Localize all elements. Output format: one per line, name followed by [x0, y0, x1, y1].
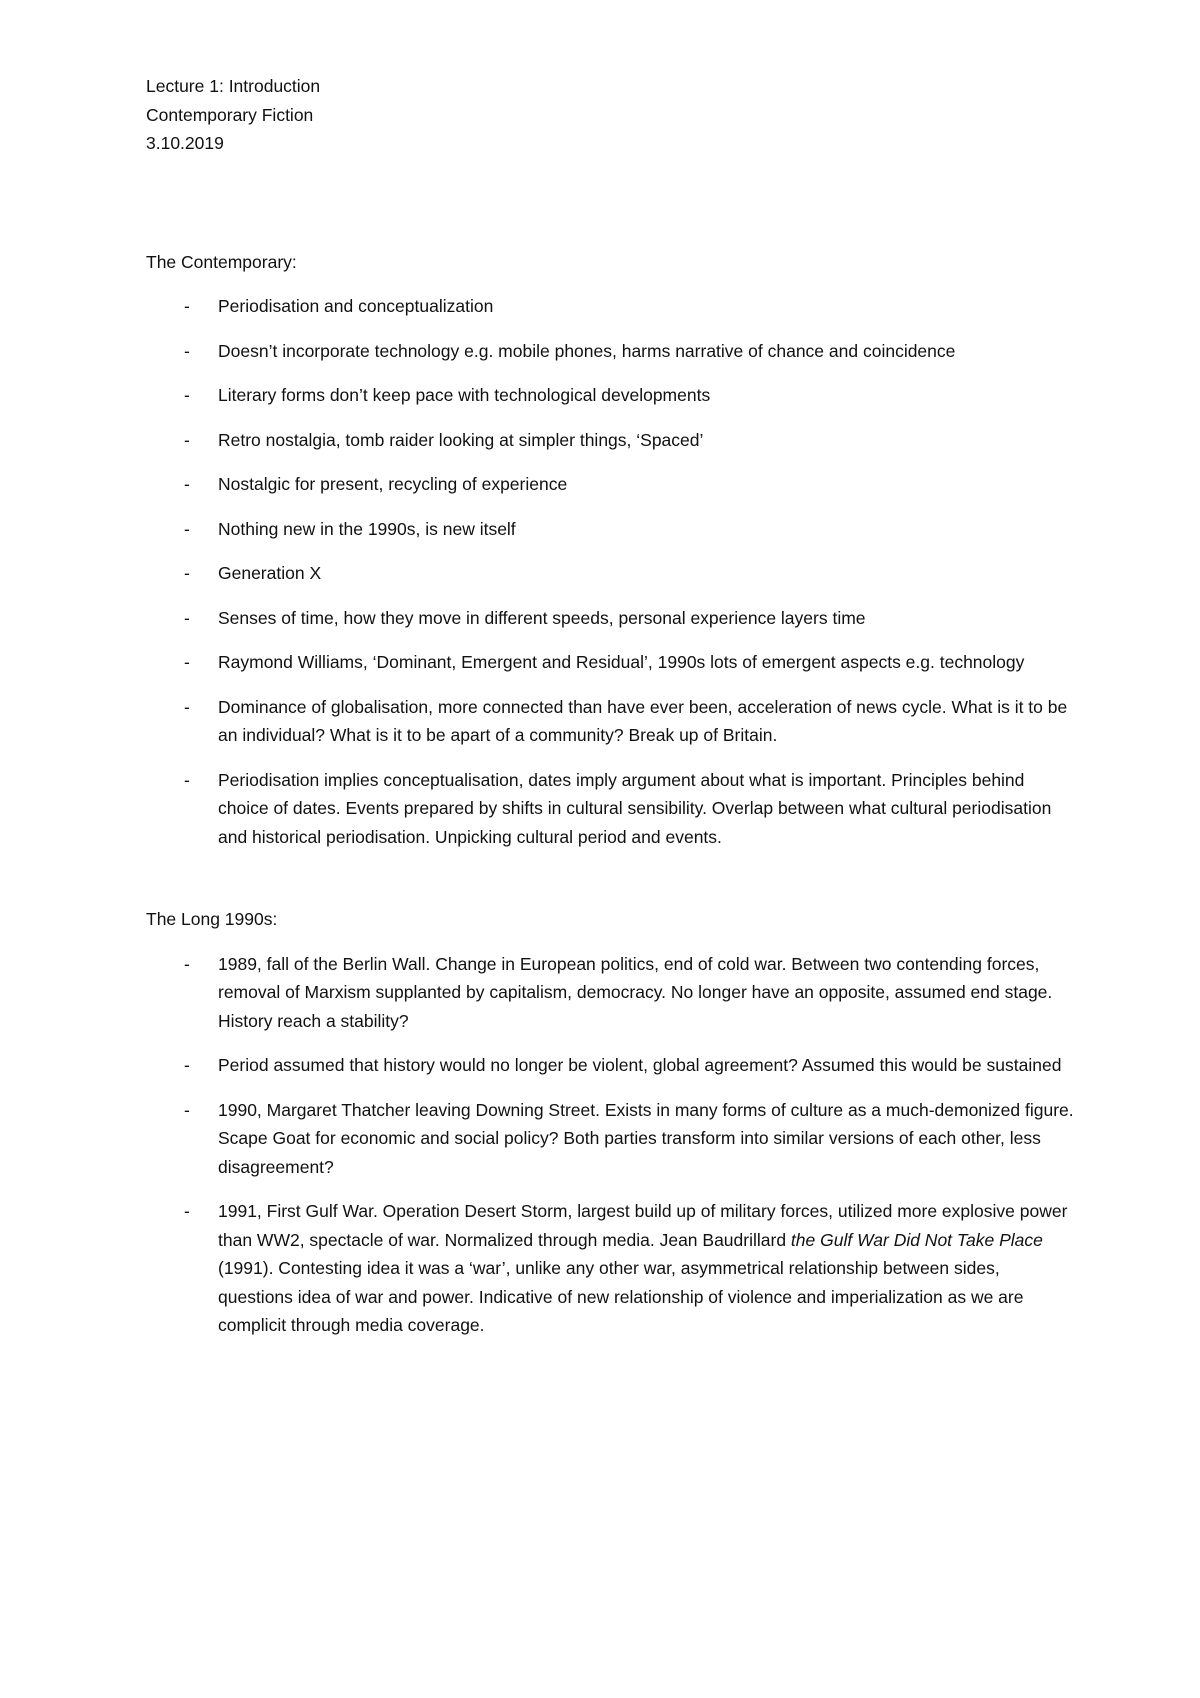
list-item-text: 1989, fall of the Berlin Wall. Change in European politics, end of cold war. Between two contending forces, removal of Marxism supplanted by capitalism, democracy. No longer have an opposite, assumed end stage. History reach a stability? [218, 953, 1053, 1031]
list-item [146, 1197, 1076, 1340]
list-item-text: Periodisation implies conceptualisation, dates imply argument about what is important. Principles behind choice of dates. Events prepared by shifts in cultural sensibility. Overlap between what cultural periodisation and historical periodisation. Unpicking cultural period and events. [218, 769, 1052, 847]
book-title: the Gulf War Did Not Take Place [790, 1229, 1043, 1250]
bullet-dash: - [184, 518, 190, 539]
section-heading: The Contemporary: [146, 251, 297, 272]
bullet-dash: - [184, 296, 190, 316]
bullet-list [146, 292, 1076, 851]
section-long-1990s [146, 905, 1076, 1340]
list-item [146, 1096, 1076, 1182]
section-heading: The Long 1990s: [146, 909, 278, 929]
list-item [146, 426, 1076, 455]
list-item [146, 470, 1076, 499]
bullet-dash: - [184, 696, 190, 717]
bullet-list [146, 950, 1076, 1340]
bullet-dash: - [184, 953, 190, 974]
bullet-dash: - [184, 1201, 190, 1221]
document-header [146, 72, 1076, 158]
bullet-dash: - [184, 429, 190, 450]
list-item-text: Nothing new in the 1990s, is new itself [218, 518, 516, 539]
course-name: Contemporary Fiction [146, 104, 314, 125]
bullet-dash: - [184, 385, 190, 405]
list-item-text: 1990, Margaret Thatcher leaving Downing Street. Exists in many forms of culture as a much-demonized figure. Scape Goat for economic and social policy? Both parties transform into similar versions of each other, less disagreement? [218, 1099, 1074, 1177]
list-item-text: Literary forms don’t keep pace with technological developments [218, 385, 711, 405]
bullet-dash: - [184, 1055, 190, 1075]
list-item [146, 950, 1076, 1036]
list-item [146, 693, 1076, 750]
list-item-text: Dominance of globalisation, more connected than have ever been, acceleration of news cycle. What is it to be an individual? What is it to be apart of a community? Break up of Britain. [218, 696, 1068, 745]
document-body [146, 72, 1076, 1356]
bullet-dash: - [184, 769, 190, 790]
list-item-text: Senses of time, how they move in different speeds, personal experience layers time [218, 607, 866, 628]
list-item [146, 766, 1076, 852]
list-item-text: Retro nostalgia, tomb raider looking at simpler things, ‘Spaced’ [218, 429, 704, 450]
list-item-text: Nostalgic for present, recycling of experience [218, 474, 568, 494]
list-item [146, 381, 1076, 410]
bullet-dash: - [184, 563, 190, 583]
list-item [146, 648, 1076, 677]
list-item-text-part: (1991). Contesting idea it was a ‘war’, unlike any other war, asymmetrical relationship between sides, questions idea of war and power. Indicative of new relationship of violence and imperialization as we are complicit through media coverage. [218, 1258, 1024, 1335]
list-item-text: Doesn’t incorporate technology e.g. mobile phones, harms narrative of chance and coincidence [218, 340, 956, 361]
list-item-text: Periodisation and conceptualization [218, 296, 494, 316]
list-item [146, 604, 1076, 633]
bullet-dash: - [184, 607, 190, 628]
list-item-text: Raymond Williams, ‘Dominant, Emergent and Residual’, 1990s lots of emergent aspects e.g. technology [218, 652, 1025, 672]
bullet-dash: - [184, 474, 190, 494]
list-item-text-part: 1991, First Gulf War. Operation Desert Storm, largest build up of military forces, utilized more explosive power than WW2, spectacle of war. Normalized through media. Jean Baudrillard [218, 1201, 1068, 1250]
list-item [146, 515, 1076, 544]
bullet-dash: - [184, 652, 190, 672]
lecture-title: Lecture 1: Introduction [146, 76, 321, 96]
list-item [146, 292, 1076, 321]
bullet-dash: - [184, 340, 190, 361]
section-contemporary [146, 248, 1076, 852]
bullet-dash: - [184, 1099, 190, 1120]
list-item-text: Period assumed that history would no longer be violent, global agreement? Assumed this would be sustained [218, 1055, 1062, 1075]
lecture-date: 3.10.2019 [146, 133, 224, 153]
list-item-text: Generation X [218, 563, 322, 583]
list-item [146, 337, 1076, 366]
list-item [146, 559, 1076, 588]
list-item [146, 1051, 1076, 1080]
